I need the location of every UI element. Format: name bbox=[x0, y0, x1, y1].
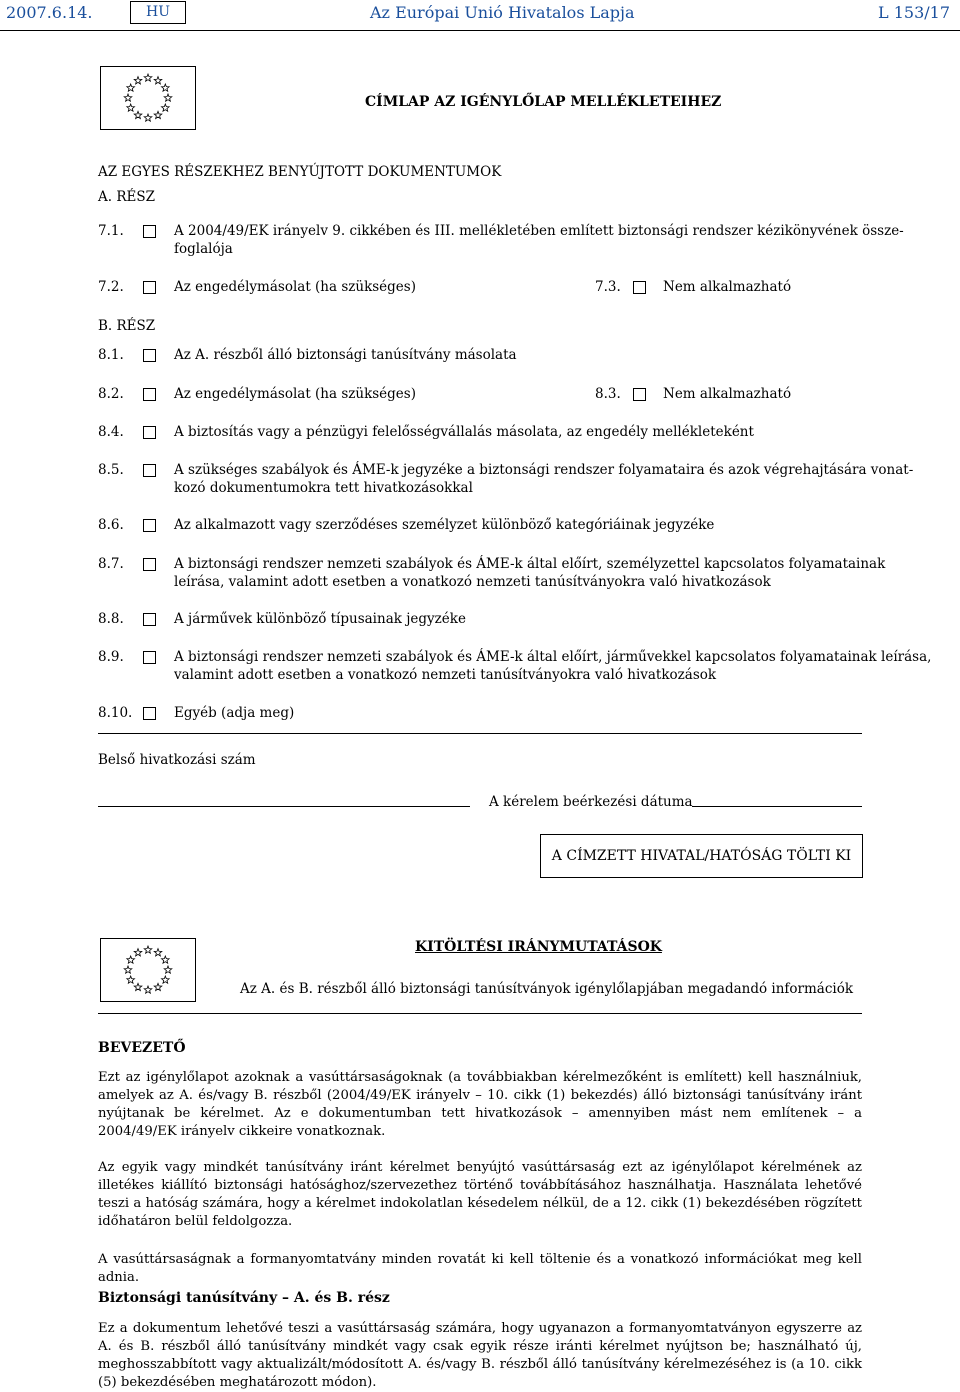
star-icon bbox=[144, 114, 152, 121]
header-rule bbox=[0, 30, 960, 31]
star-icon bbox=[144, 74, 152, 81]
item-8-5-number: 8.5. bbox=[98, 462, 124, 478]
star-icon bbox=[164, 966, 172, 973]
star-icon bbox=[162, 976, 170, 983]
certificate-paragraph: Ez a dokumentum lehetővé teszi a vasúttársaság számára, hogy ugyanazon a formanyomtatványon egyszerre az A. és B. részből álló tanúsítvány mindkét vagy csak egyik része iránti kérelmet nyújtson be; használható új, meghosszabbított vagy aktualizált/módosított A. és/vagy B. részből álló tanúsítvány kérelmezéséhez is (a 10. cikk (5) bekezdésében meghatározott módon). bbox=[98, 1321, 862, 1390]
checkbox-8-10[interactable] bbox=[143, 707, 156, 720]
checkbox-8-4[interactable] bbox=[143, 426, 156, 439]
checkbox-8-1[interactable] bbox=[143, 349, 156, 362]
star-icon bbox=[154, 111, 162, 118]
receipt-date-label: A kérelem beérkezési dátuma bbox=[489, 794, 693, 810]
star-icon bbox=[134, 111, 142, 118]
item-8-4-text: A biztosítás vagy a pénzügyi felelősségvállalás másolata, az engedély mellékleteként bbox=[174, 424, 754, 440]
star-icon bbox=[124, 94, 132, 101]
item-8-10-text: Egyéb (adja meg) bbox=[174, 705, 295, 721]
item-8-6-number: 8.6. bbox=[98, 517, 124, 533]
star-icon bbox=[124, 966, 132, 973]
star-icon bbox=[162, 104, 170, 111]
star-icon bbox=[154, 949, 162, 956]
star-icon bbox=[134, 949, 142, 956]
publication-date: 2007.6.14. bbox=[6, 3, 93, 22]
instructions-subtitle: Az A. és B. részből álló biztonsági tanúsítványok igénylőlapjában megadandó információk bbox=[240, 981, 854, 997]
item-8-1-number: 8.1. bbox=[98, 347, 124, 363]
checkbox-8-9[interactable] bbox=[143, 651, 156, 664]
cover-title: CÍMLAP AZ IGÉNYLŐLAP MELLÉKLETEIHEZ bbox=[365, 94, 722, 110]
item-8-9-text-cont: valamint adott esetben a vonatkozó nemzeti tanúsítványokra való hivatkozások bbox=[174, 667, 717, 683]
star-icon bbox=[127, 104, 135, 111]
checkbox-7-1[interactable] bbox=[143, 225, 156, 238]
star-icon bbox=[144, 946, 152, 953]
item-8-10-number: 8.10. bbox=[98, 705, 133, 721]
instructions-divider bbox=[98, 1013, 862, 1014]
item-8-9-text: A biztonsági rendszer nemzeti szabályok és ÁME-k által előírt, járművekkel kapcsolatos folyamatainak leírása, bbox=[174, 649, 932, 665]
item-7-1-number: 7.1. bbox=[98, 223, 124, 239]
language-code: HU bbox=[130, 1, 186, 24]
certificate-heading: Biztonsági tanúsítvány – A. és B. rész bbox=[98, 1290, 390, 1306]
item-7-3-text: Nem alkalmazható bbox=[663, 279, 792, 295]
star-icon bbox=[154, 77, 162, 84]
item-8-3-number: 8.3. bbox=[595, 386, 621, 402]
item-7-1-text: A 2004/49/EK irányelv 9. cikkében és III. mellékletében említett biztonsági rendszer kézikönyvének össze- bbox=[174, 223, 904, 239]
intro-heading: BEVEZETŐ bbox=[98, 1040, 186, 1056]
checkbox-7-3[interactable] bbox=[633, 281, 646, 294]
checkbox-8-6[interactable] bbox=[143, 519, 156, 532]
intro-paragraph-1: Ezt az igénylőlapot azoknak a vasúttársaságoknak (a továbbiakban kérelmezőként is említett) kell használniuk, amelyek az A. és/vagy B. részből (2004/49/EK irányelv – 10. cikk (1) bekezdés) álló biztonsági tanúsítvány iránt nyújtanak be kérelmet. Az e dokumentumban tett hivatkozások – amennyiben mást nem említenek – a 2004/49/EK irányelv cikkeire vonatkoznak. bbox=[98, 1070, 862, 1139]
item-8-5-text: A szükséges szabályok és ÁME-k jegyzéke a biztonsági rendszer folyamataira és azok végrehajtására vonat- bbox=[174, 462, 914, 478]
item-7-3-number: 7.3. bbox=[595, 279, 621, 295]
item-8-7-text-cont: leírása, valamint adott esetben a vonatkozó nemzeti tanúsítványokra való hivatkozások bbox=[174, 574, 771, 590]
office-use-box bbox=[540, 834, 863, 878]
part-a-heading: A. RÉSZ bbox=[98, 189, 155, 205]
item-8-3-text: Nem alkalmazható bbox=[663, 386, 792, 402]
item-8-6-text: Az alkalmazott vagy szerződéses személyzet különböző kategóriáinak jegyzéke bbox=[174, 517, 715, 533]
item-7-1-text-cont: foglalója bbox=[174, 241, 233, 257]
star-icon bbox=[134, 983, 142, 990]
instructions-title: KITÖLTÉSI IRÁNYMUTATÁSOK bbox=[415, 939, 662, 955]
intro-paragraph-3: A vasúttársaságnak a formanyomtatvány minden rovatát ki kell töltenie és a vonatkozó információkat meg kell adnia. bbox=[98, 1252, 862, 1285]
item-8-5-text-cont: kozó dokumentumokra tett hivatkozásokkal bbox=[174, 480, 473, 496]
star-icon bbox=[162, 956, 170, 963]
checkbox-8-5[interactable] bbox=[143, 464, 156, 477]
item-8-8-text: A járművek különböző típusainak jegyzéke bbox=[174, 611, 466, 627]
item-8-7-text: A biztonsági rendszer nemzeti szabályok és ÁME-k által előírt, személyzettel kapcsolatos folyamatainak bbox=[174, 556, 886, 572]
checkbox-8-7[interactable] bbox=[143, 558, 156, 571]
eu-flag-icon bbox=[100, 938, 196, 1002]
item-8-8-number: 8.8. bbox=[98, 611, 124, 627]
internal-reference-label: Belső hivatkozási szám bbox=[98, 752, 256, 768]
item-7-2-number: 7.2. bbox=[98, 279, 124, 295]
checkbox-8-2[interactable] bbox=[143, 388, 156, 401]
star-icon bbox=[127, 84, 135, 91]
item-8-2-text: Az engedélymásolat (ha szükséges) bbox=[174, 386, 416, 402]
item-8-7-number: 8.7. bbox=[98, 556, 124, 572]
item-8-4-number: 8.4. bbox=[98, 424, 124, 440]
star-icon bbox=[127, 976, 135, 983]
star-icon bbox=[164, 94, 172, 101]
part-b-heading: B. RÉSZ bbox=[98, 318, 156, 334]
receipt-date-field[interactable] bbox=[692, 806, 862, 807]
item-7-2-text: Az engedélymásolat (ha szükséges) bbox=[174, 279, 416, 295]
internal-reference-field[interactable] bbox=[98, 806, 470, 807]
section-divider bbox=[98, 733, 862, 734]
checkbox-8-3[interactable] bbox=[633, 388, 646, 401]
checkbox-8-8[interactable] bbox=[143, 613, 156, 626]
star-icon bbox=[162, 84, 170, 91]
checkbox-7-2[interactable] bbox=[143, 281, 156, 294]
section-heading: AZ EGYES RÉSZEKHEZ BENYÚJTOTT DOKUMENTUMOK bbox=[98, 164, 502, 180]
star-icon bbox=[127, 956, 135, 963]
intro-paragraph-2: Az egyik vagy mindkét tanúsítvány iránt kérelmet benyújtó vasúttársaság ezt az igénylőlapot kérelmének az illetékes kiállító biztonsági hatósághoz/szervezethez történő továbbításához használhatja. Használata lehetővé teszi a hatóság számára, hogy a kérelmet indokolatlan késedelem nélkül, de a 12. cikk (1) bekezdésében rögzített időhatáron belül feldolgozza. bbox=[98, 1160, 862, 1229]
eu-flag-icon bbox=[100, 66, 196, 130]
office-use-label: A CÍMZETT HIVATAL/HATÓSÁG TÖLTI KI bbox=[551, 848, 852, 864]
star-icon bbox=[134, 77, 142, 84]
item-8-1-text: Az A. részből álló biztonsági tanúsítvány másolata bbox=[174, 347, 517, 363]
star-icon bbox=[144, 986, 152, 993]
page-reference: L 153/17 bbox=[878, 3, 950, 22]
journal-title: Az Európai Unió Hivatalos Lapja bbox=[370, 3, 635, 22]
star-icon bbox=[154, 983, 162, 990]
item-8-9-number: 8.9. bbox=[98, 649, 124, 665]
item-8-2-number: 8.2. bbox=[98, 386, 124, 402]
